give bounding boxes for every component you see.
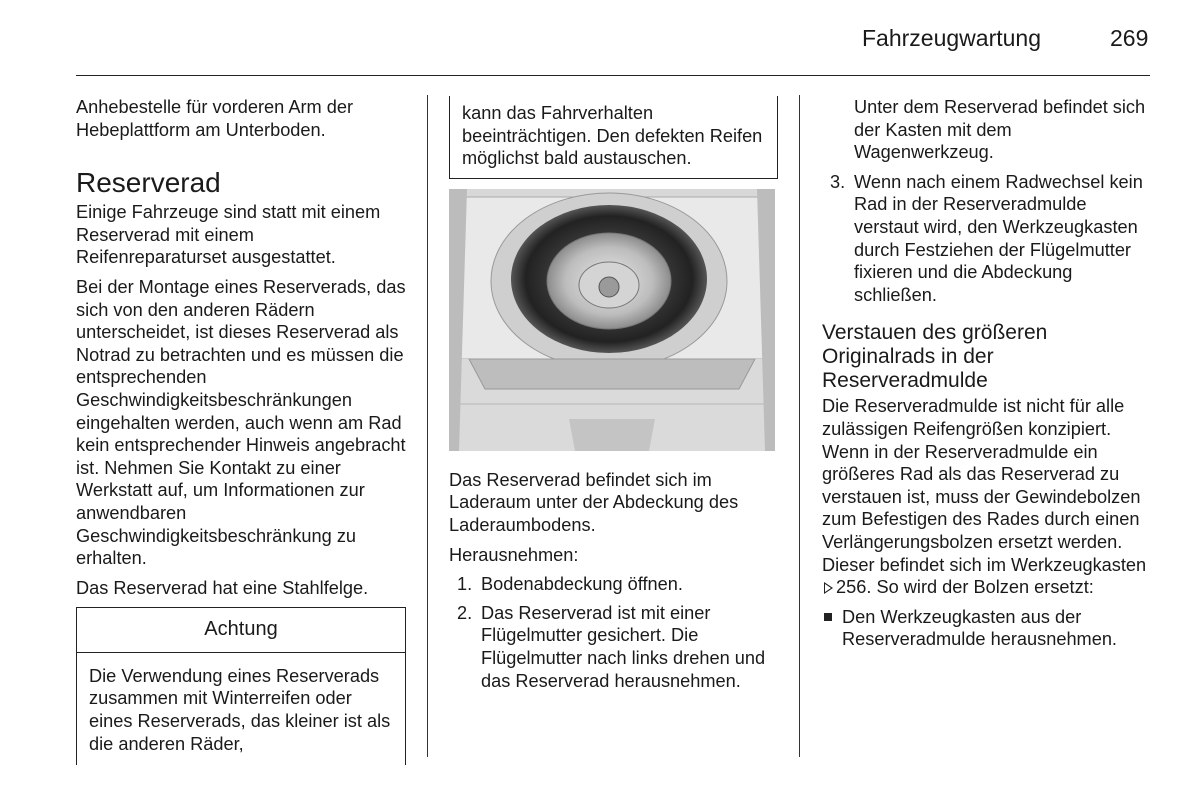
warning-text: Die Verwendung eines Reserverads zusammen mit Winterreifen oder eines Reserverads, das kleiner ist als die anderen Räder, bbox=[89, 665, 391, 754]
warning-continuation: kann das Fahrverhalten beeinträchtigen. Den defekten Reifen möglichst bald austauschen. bbox=[449, 96, 778, 179]
removal-steps-continued bbox=[822, 171, 1152, 307]
step-text: Wenn nach einem Radwechsel kein Rad in der Reserveradmulde verstaut wird, den Werkzeugkasten durch Festziehen der Flügelmutter fixieren und die Abdeckung schließen. bbox=[854, 171, 1143, 305]
column-left bbox=[76, 96, 406, 765]
column-right bbox=[822, 96, 1152, 651]
column-divider bbox=[427, 95, 428, 757]
removal-steps bbox=[449, 573, 779, 692]
paragraph-text: Die Reserveradmulde ist nicht für alle zulässigen Reifengrößen konzipiert. Wenn in der Reserveradmulde ein größeres Rad als das Reserverad zu verstauen ist, muss der Gewindebolzen zum Befestigen des Rades durch einen Verlängerungsbolzen ersetzt werden. Dieser befindet sich im Werkzeugkasten bbox=[822, 396, 1147, 575]
step-number: 3. bbox=[830, 171, 846, 192]
header-rule bbox=[76, 75, 1150, 76]
step-text: Das Reserverad ist mit einer Flügelmutter gesichert. Die Flügelmutter nach links drehen und das Reserverad herausnehmen. bbox=[481, 602, 766, 691]
section-heading: Reserverad bbox=[76, 167, 221, 199]
paragraph-text-end: . So wird der Bolzen ersetzt: bbox=[866, 577, 1094, 598]
bullet-item bbox=[822, 606, 1152, 651]
subsection-heading: Verstauen des größeren Originalrads in der Reserveradmulde bbox=[822, 321, 1048, 393]
list-item bbox=[449, 602, 779, 692]
warning-box bbox=[76, 607, 406, 765]
paragraph: Das Reserverad hat eine Stahlfelge. bbox=[76, 577, 369, 598]
warning-title: Achtung bbox=[77, 608, 405, 653]
step-continuation: Unter dem Reserverad befindet sich der Kasten mit dem Wagenwerkzeug. bbox=[854, 97, 1146, 163]
intro-paragraph: Anhebestelle für vorderen Arm der Hebeplattform am Unterboden. bbox=[76, 97, 354, 140]
page-reference[interactable]: 256 bbox=[836, 577, 867, 598]
paragraph bbox=[822, 395, 1152, 598]
spare-wheel-illustration bbox=[449, 189, 775, 451]
paragraph: Einige Fahrzeuge sind statt mit einem Reserverad mit einem Reifenreparaturset ausgestattet. bbox=[76, 202, 381, 268]
step-number: 2. bbox=[457, 602, 473, 623]
spare-wheel-photo bbox=[449, 189, 775, 451]
list-item bbox=[822, 171, 1152, 307]
step-number: 1. bbox=[457, 574, 473, 595]
header-title: Fahrzeugwartung bbox=[862, 25, 1041, 51]
list-item bbox=[449, 573, 779, 596]
page-number: 269 bbox=[1110, 25, 1149, 51]
removal-label: Herausnehmen: bbox=[449, 544, 579, 565]
paragraph: Bei der Montage eines Reserverads, das sich von den anderen Rädern unterscheidet, ist dieses Reserverad als Notrad zu betrachten und es müssen die entsprechenden Geschwindigkeitsbeschränkungen eingehalten werden, auch wenn am Rad kein entsprechender Hinweis angebracht ist. Nehmen Sie Kontakt zu einer Werkstatt auf, um Informationen zur anwendbaren Geschwindigkeitsbeschränkung zu erhalten. bbox=[76, 276, 406, 569]
column-middle bbox=[449, 96, 779, 698]
bullet-text: Den Werkzeugkasten aus der Reserveradmulde herausnehmen. bbox=[842, 606, 1117, 650]
column-divider bbox=[799, 95, 800, 757]
step-text: Bodenabdeckung öffnen. bbox=[481, 574, 683, 595]
page-reference-arrow-icon bbox=[824, 582, 833, 594]
bullet-square-icon bbox=[824, 613, 832, 621]
photo-caption: Das Reserverad befindet sich im Laderaum unter der Abdeckung des Laderaumbodens. bbox=[449, 469, 739, 535]
